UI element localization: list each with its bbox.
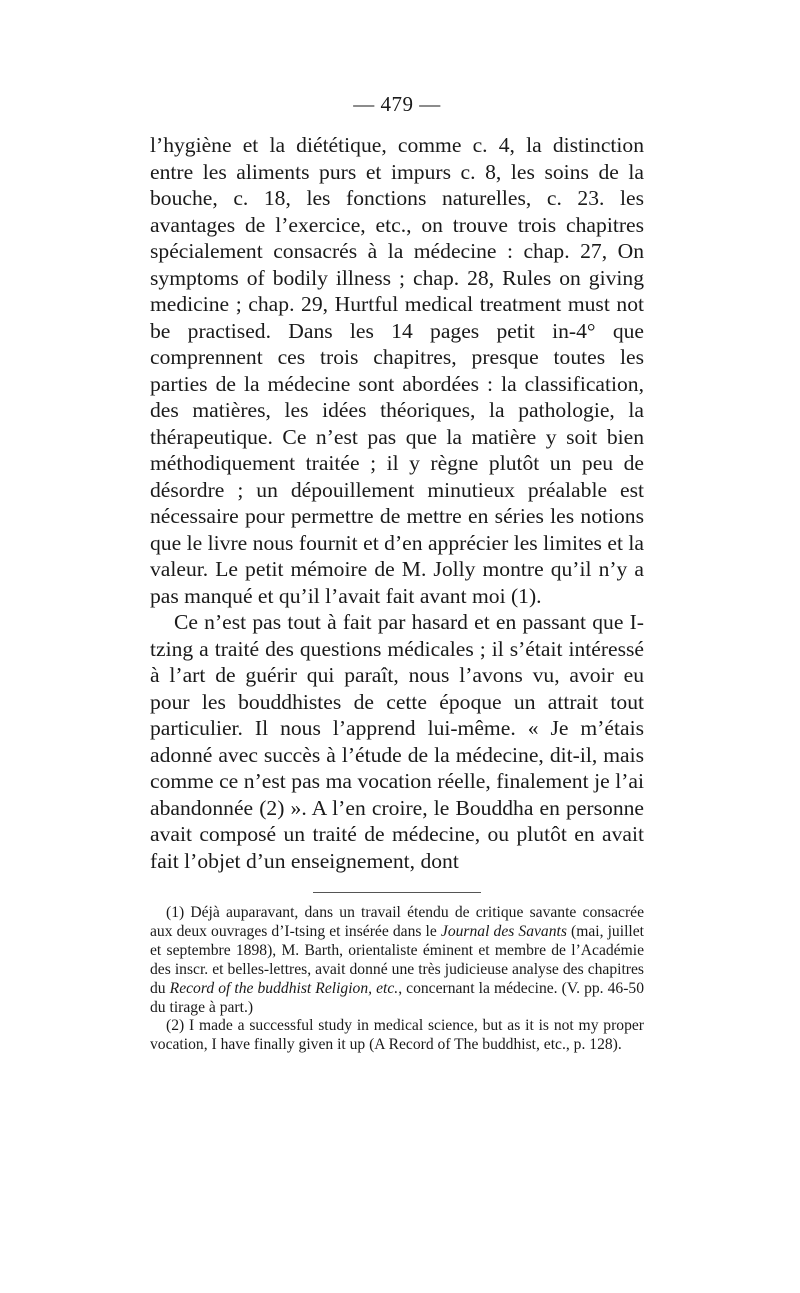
footnote-1-part-2: (mai, juillet et septembre 1898), M. Barth, orientaliste éminent et membre de l’Académie des inscr. et belles-lettres, avait donné une très judicieuse analyse des chapitres du	[150, 922, 644, 997]
footnote-separator	[313, 892, 481, 893]
paragraph-1: l’hygiène et la diététique, comme c. 4, la distinction entre les aliments purs et impurs c. 8, les soins de la bouche, c. 18, les fonctions naturelles, c. 23. les avantages de l’exercice, etc., on trouve trois chapitres spécialement consacrés à la médecine : chap. 27, On symptoms of bodily illness ; chap. 28, Rules on giving medicine ; chap. 29, Hurtful medical treatment must not be practised. Dans les 14 pages petit in-4° que comprennent ces trois chapitres, presque toutes les parties de la médecine sont abordées : la classification, des matières, les idées théoriques, la pathologie, la thérapeutique. Ce n’est pas que la matière y soit bien méthodiquement traitée ; il y règne plutôt un peu de désordre ; un dépouillement minutieux préalable est nécessaire pour permettre de mettre en séries les notions que le livre nous fournit et d’en apprécier les limites et la valeur. Le petit mémoire de M. Jolly montre qu’il n’y a pas manqué et qu’il l’avait fait avant moi (1).	[150, 133, 644, 608]
footnote-1-part-3: , concernant la médecine. (V. pp. 46-50 du tirage à part.)	[150, 979, 645, 1016]
footnotes	[150, 904, 644, 1055]
body-text	[150, 132, 644, 874]
book-page	[150, 92, 644, 1055]
page-number: — 479 —	[353, 92, 441, 116]
footnote-1	[150, 904, 644, 1017]
footnote-1-record-title: Record of the buddhist Religion, etc.	[169, 979, 399, 997]
footnote-1-journal-title: Journal des Savants	[440, 922, 567, 940]
footnote-1-part-1: (1) Déjà auparavant, dans un travail étendu de critique savante consacrée aux deux ouvrages d’I-tsing et insérée dans le	[150, 904, 644, 940]
footnote-2: (2) I made a successful study in medical science, but as it is not my proper vocation, I have finally given it up (A Record of The buddhist, etc., p. 128).	[150, 1017, 644, 1054]
paragraph-2: Ce n’est pas tout à fait par hasard et en passant que I-tzing a traité des questions médicales ; il s’était intéressé à l’art de guérir qui paraît, nous l’avons vu, avoir eu pour les bouddhistes de cette époque un attrait tout particulier. Il nous l’apprend lui-même. « Je m’étais adonné avec succès à l’étude de la médecine, dit-il, mais comme ce n’est pas ma vocation réelle, finalement je l’ai abandonnée (2) ». A l’en croire, le Bouddha en personne avait composé un traité de médecine, ou plutôt en avait fait l’objet d’un enseignement, dont	[150, 610, 644, 873]
